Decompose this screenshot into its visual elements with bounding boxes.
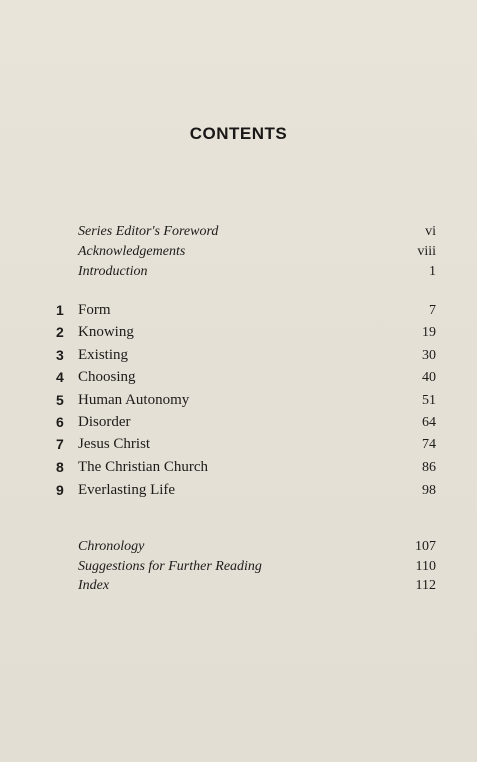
toc-chapter-3 (56, 346, 436, 364)
chapter-title: Jesus Christ (78, 436, 151, 452)
chapter-title: Form (78, 302, 111, 318)
chapter-number: 4 (56, 369, 64, 385)
chapter-number: 2 (56, 324, 64, 340)
chapter-title: Human Autonomy (78, 392, 190, 408)
toc-chapter-1 (56, 301, 436, 319)
chapter-title: Knowing (78, 324, 134, 340)
toc-chapter-7 (56, 435, 436, 453)
chapter-page: 64 (422, 415, 436, 430)
chapter-page: 51 (422, 393, 436, 408)
toc-entry-label: Index (78, 578, 110, 593)
chapter-number: 7 (56, 436, 64, 452)
toc-entry-introduction (78, 263, 436, 281)
toc-chapter-2 (56, 323, 436, 341)
chapter-title: Disorder (78, 414, 131, 430)
toc-entry-index (78, 577, 436, 595)
toc-entry-chronology (78, 538, 436, 556)
chapter-number: 8 (56, 459, 64, 475)
toc-entry-page: 112 (415, 578, 436, 593)
toc-entry-acknowledgements (78, 243, 436, 261)
toc-entry-label: Introduction (78, 264, 148, 279)
chapter-page: 74 (422, 437, 436, 452)
chapter-page: 30 (422, 348, 436, 363)
toc-chapter-4 (56, 368, 436, 386)
toc-entry-label: Series Editor's Foreword (78, 224, 219, 239)
chapter-page: 86 (422, 460, 436, 475)
toc-entry-further-reading (78, 558, 436, 576)
toc-entry-page: 107 (415, 539, 436, 554)
chapter-title: The Christian Church (78, 459, 208, 475)
toc-entry-label: Acknowledgements (78, 244, 186, 259)
chapter-title: Existing (78, 347, 129, 363)
contents-heading: CONTENTS (189, 124, 288, 143)
toc-entry-label: Chronology (78, 539, 145, 554)
chapter-number: 5 (56, 392, 64, 408)
chapter-page: 98 (422, 483, 436, 498)
toc-entry-page: vi (425, 224, 436, 239)
chapter-page: 19 (422, 325, 436, 340)
chapter-title: Choosing (78, 369, 136, 385)
chapter-number: 6 (56, 414, 64, 430)
chapter-page: 40 (422, 370, 436, 385)
toc-chapter-8 (56, 458, 436, 476)
toc-entry-page: 110 (415, 559, 436, 574)
chapter-number: 3 (56, 347, 64, 363)
toc-entry-label: Suggestions for Further Reading (78, 559, 262, 574)
toc-entry-page: 1 (429, 264, 436, 279)
chapter-title: Everlasting Life (78, 482, 176, 498)
chapter-number: 1 (56, 302, 64, 318)
toc-chapter-6 (56, 413, 436, 431)
toc-entry-series-editors-foreword (78, 223, 436, 241)
toc-chapter-5 (56, 391, 436, 409)
toc-chapter-9 (56, 481, 436, 499)
chapter-number: 9 (56, 482, 64, 498)
toc-entry-page: viii (417, 244, 436, 259)
chapter-page: 7 (429, 303, 436, 318)
